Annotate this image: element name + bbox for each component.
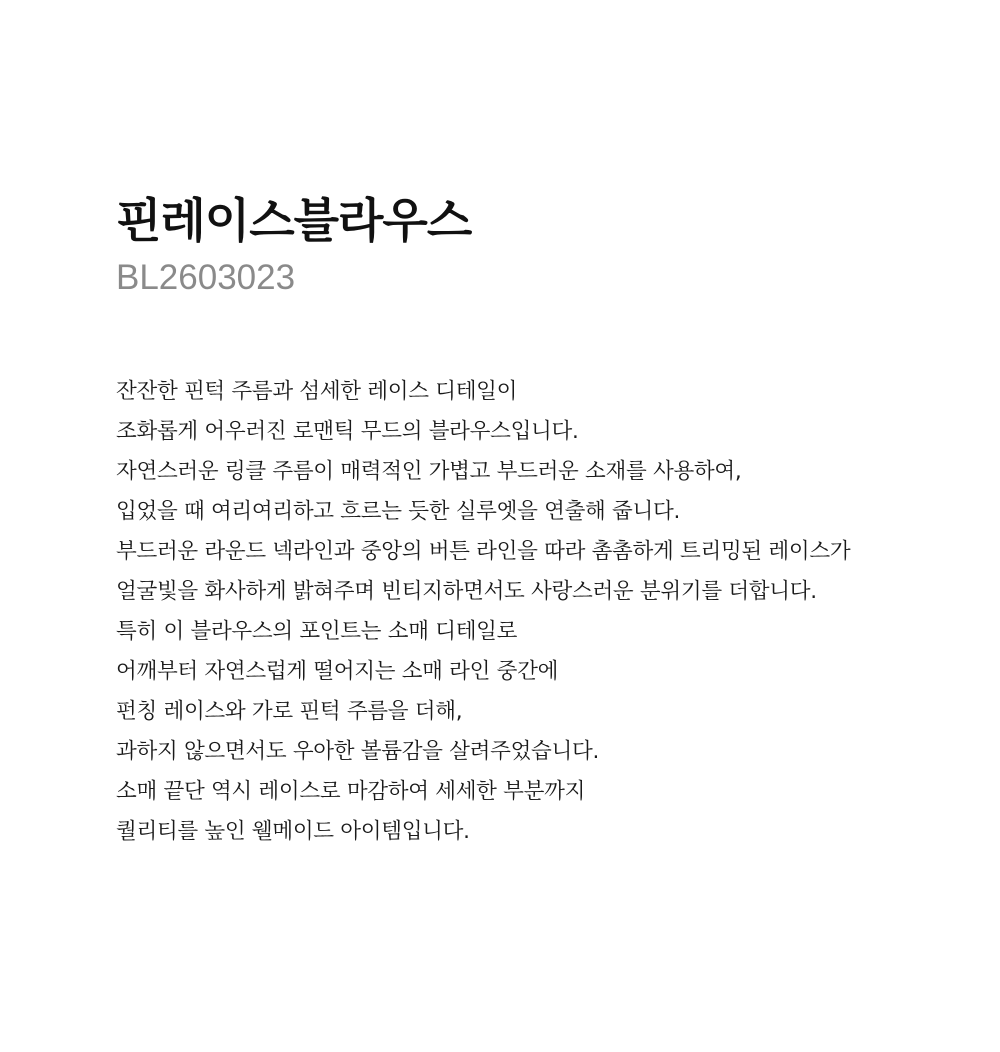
product-description	[116, 372, 986, 852]
description-line-4: 입었을 때 여리여리하고 흐르는 듯한 실루엣을 연출해 줍니다.	[116, 499, 681, 524]
description-line-1: 잔잔한 핀턱 주름과 섬세한 레이스 디테일이	[116, 379, 518, 404]
description-line-9: 펀칭 레이스와 가로 핀턱 주름을 더해,	[116, 699, 463, 724]
description-line-6: 얼굴빛을 화사하게 밝혀주며 빈티지하면서도 사랑스러운 분위기를 더합니다.	[116, 579, 817, 604]
description-line-2: 조화롭게 어우러진 로맨틱 무드의 블라우스입니다.	[116, 419, 579, 444]
description-line-12: 퀄리티를 높인 웰메이드 아이템입니다.	[116, 819, 470, 844]
product-title: 핀레이스블라우스	[116, 194, 472, 249]
description-line-5: 부드러운 라운드 넥라인과 중앙의 버튼 라인을 따라 촘촘하게 트리밍된 레이스가	[116, 539, 851, 564]
description-line-3: 자연스러운 링클 주름이 매력적인 가볍고 부드러운 소재를 사용하여,	[116, 459, 742, 484]
product-header	[116, 190, 976, 300]
description-line-11: 소매 끝단 역시 레이스로 마감하여 세세한 부분까지	[116, 779, 586, 804]
description-line-10: 과하지 않으면서도 우아한 볼륨감을 살려주었습니다.	[116, 739, 599, 764]
product-code: BL2603023	[116, 258, 296, 297]
description-line-7: 특히 이 블라우스의 포인트는 소매 디테일로	[116, 619, 518, 644]
description-line-8: 어깨부터 자연스럽게 떨어지는 소매 라인 중간에	[116, 659, 559, 684]
